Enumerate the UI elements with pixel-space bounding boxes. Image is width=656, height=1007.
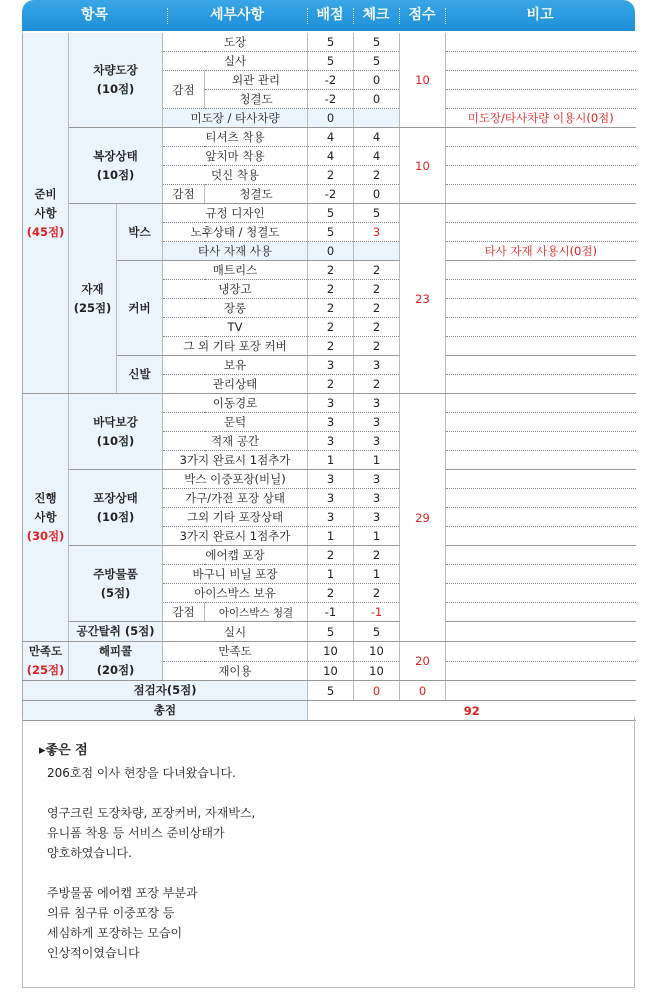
header-score: 점수 xyxy=(408,7,436,23)
table-row: 감점 아이스박스 청결 -1 -1 xyxy=(23,603,636,622)
subcategory-vehicle: 차량도장 (10점) xyxy=(69,33,163,128)
table-row: 진행 사항 (30점) 바닥보강 (10점) 이동경로 3 3 29 xyxy=(23,394,636,413)
table-row: 커버 매트리스 2 2 xyxy=(23,261,636,280)
score-materials: 23 xyxy=(400,204,446,394)
category-prep: 준비 사항 (45점) xyxy=(23,33,69,394)
comment-line: 영구크린 도장차량, 포장커버, 자재박스, xyxy=(47,806,256,820)
header-item: 항목 xyxy=(80,7,109,23)
table-row: 문턱 3 3 xyxy=(23,413,636,432)
table-row: 주방물품 (5점) 에어캡 포장 2 2 xyxy=(23,546,636,565)
subcategory-packing: 포장상태 (10점) xyxy=(69,470,163,546)
comments-box xyxy=(22,717,635,988)
subcategory-kitchen: 주방물품 (5점) xyxy=(69,546,163,622)
comment-line: 세심하게 포장하는 모습이 xyxy=(47,926,183,940)
table-row: 공간탈취 (5점) 실시 5 5 xyxy=(23,622,636,642)
inspector-label: 점검자(5점) xyxy=(23,681,308,701)
materials-cover: 커버 xyxy=(117,261,163,356)
table-row: 청결도 -2 0 xyxy=(23,90,636,109)
deduction-label: 감점 xyxy=(163,71,205,109)
table-row: 자재 (25점) 박스 규정 디자인 5 5 23 xyxy=(23,204,636,223)
table-row: 그 외 기타 포장 커버 2 2 xyxy=(23,337,636,356)
score-inspector: 0 xyxy=(400,681,446,701)
comment-line: 인상적이였습니다 xyxy=(47,946,140,960)
deduction-label: 감점 xyxy=(163,185,205,204)
category-progress: 진행 사항 (30점) xyxy=(23,394,69,642)
table-row: 그외 기타 포장상태 3 3 xyxy=(23,508,636,527)
comment-line: 의류 침구류 이중포장 등 xyxy=(47,906,175,920)
remark-materials: 타사 자재 사용시(0점) xyxy=(446,242,636,261)
table-row: 재이용 10 10 xyxy=(23,661,636,681)
score-attire: 10 xyxy=(400,128,446,204)
table-row: 감점 청결도 -2 0 xyxy=(23,185,636,204)
score-progress: 29 xyxy=(400,394,446,642)
table-row: 포장상태 (10점) 박스 이중포장(비닐) 3 3 xyxy=(23,470,636,489)
category-satisfaction: 만족도 (25점) xyxy=(23,642,69,681)
subcategory-happycall: 해피콜 (20점) xyxy=(69,642,163,681)
comment-line: 206호점 이사 현장을 다녀왔습니다. xyxy=(47,766,236,780)
table-row: 타사 자재 사용 0 타사 자재 사용시(0점) xyxy=(23,242,636,261)
table-row: 덧신 착용 2 2 xyxy=(23,166,636,185)
score-vehicle: 10 xyxy=(400,33,446,128)
table-row: 신발 보유 3 3 xyxy=(23,356,636,375)
materials-box: 박스 xyxy=(117,204,163,261)
score-happycall: 20 xyxy=(400,642,446,681)
total-value: 92 xyxy=(308,701,636,721)
table-row: 적재 공간 3 3 xyxy=(23,432,636,451)
materials-shoes: 신발 xyxy=(117,356,163,394)
table-row: TV 2 2 xyxy=(23,318,636,337)
header-detail: 세부사항 xyxy=(209,7,265,23)
table-row: 바구니 비닐 포장 1 1 xyxy=(23,565,636,584)
table-row: 3가지 완료시 1점추가 1 1 xyxy=(23,527,636,546)
comment-line: 유니폼 착용 등 서비스 준비상태가 xyxy=(47,826,225,840)
table-row: 관리상태 2 2 xyxy=(23,375,636,394)
total-label: 총점 xyxy=(23,701,308,721)
table-row: 3가지 완료시 1점추가 1 1 xyxy=(23,451,636,470)
table-row: 점검자(5점) 5 0 0 xyxy=(23,681,636,701)
table-row: 감점 외관 관리 -2 0 xyxy=(23,71,636,90)
table-row: 아이스박스 보유 2 2 xyxy=(23,584,636,603)
subcategory-floor: 바닥보강 (10점) xyxy=(69,394,163,470)
table-row: 미도장 / 타사차량 0 미도장/타사차량 이용시(0점) xyxy=(23,109,636,128)
table-row: 노후상태 / 청결도 5 3 xyxy=(23,223,636,242)
table-row: 장롱 2 2 xyxy=(23,299,636,318)
table-row: 복장상태 (10점) 티셔츠 착용 4 4 10 xyxy=(23,128,636,147)
header-remarks: 비고 xyxy=(526,7,554,23)
table-row: 앞치마 착용 4 4 xyxy=(23,147,636,166)
subcategory-attire: 복장상태 (10점) xyxy=(69,128,163,204)
table-header xyxy=(22,0,635,31)
subcategory-materials: 자재 (25점) xyxy=(69,204,117,394)
table-row: 만족도 (25점) 해피콜 (20점) 만족도 10 10 20 xyxy=(23,642,636,662)
remark-vehicle: 미도장/타사차량 이용시(0점) xyxy=(446,109,636,128)
table-row: 실사 5 5 xyxy=(23,52,636,71)
subcategory-escape: 공간탈취 (5점) xyxy=(69,622,163,642)
table-row: 준비 사항 (45점) 차량도장 (10점) 도장 5 5 10 xyxy=(23,33,636,52)
comment-line: 양호하였습니다. xyxy=(47,846,132,860)
table-row: 가구/가전 포장 상태 3 3 xyxy=(23,489,636,508)
header-check: 체크 xyxy=(362,7,390,23)
deduction-label: 감점 xyxy=(163,603,205,622)
comments-heading: ▸좋은 점 xyxy=(39,743,88,758)
table-row: 냉장고 2 2 xyxy=(23,280,636,299)
evaluation-table xyxy=(22,33,636,721)
header-points: 배점 xyxy=(316,7,344,23)
comment-line: 주방물품 에어캡 포장 부분과 xyxy=(47,886,198,900)
